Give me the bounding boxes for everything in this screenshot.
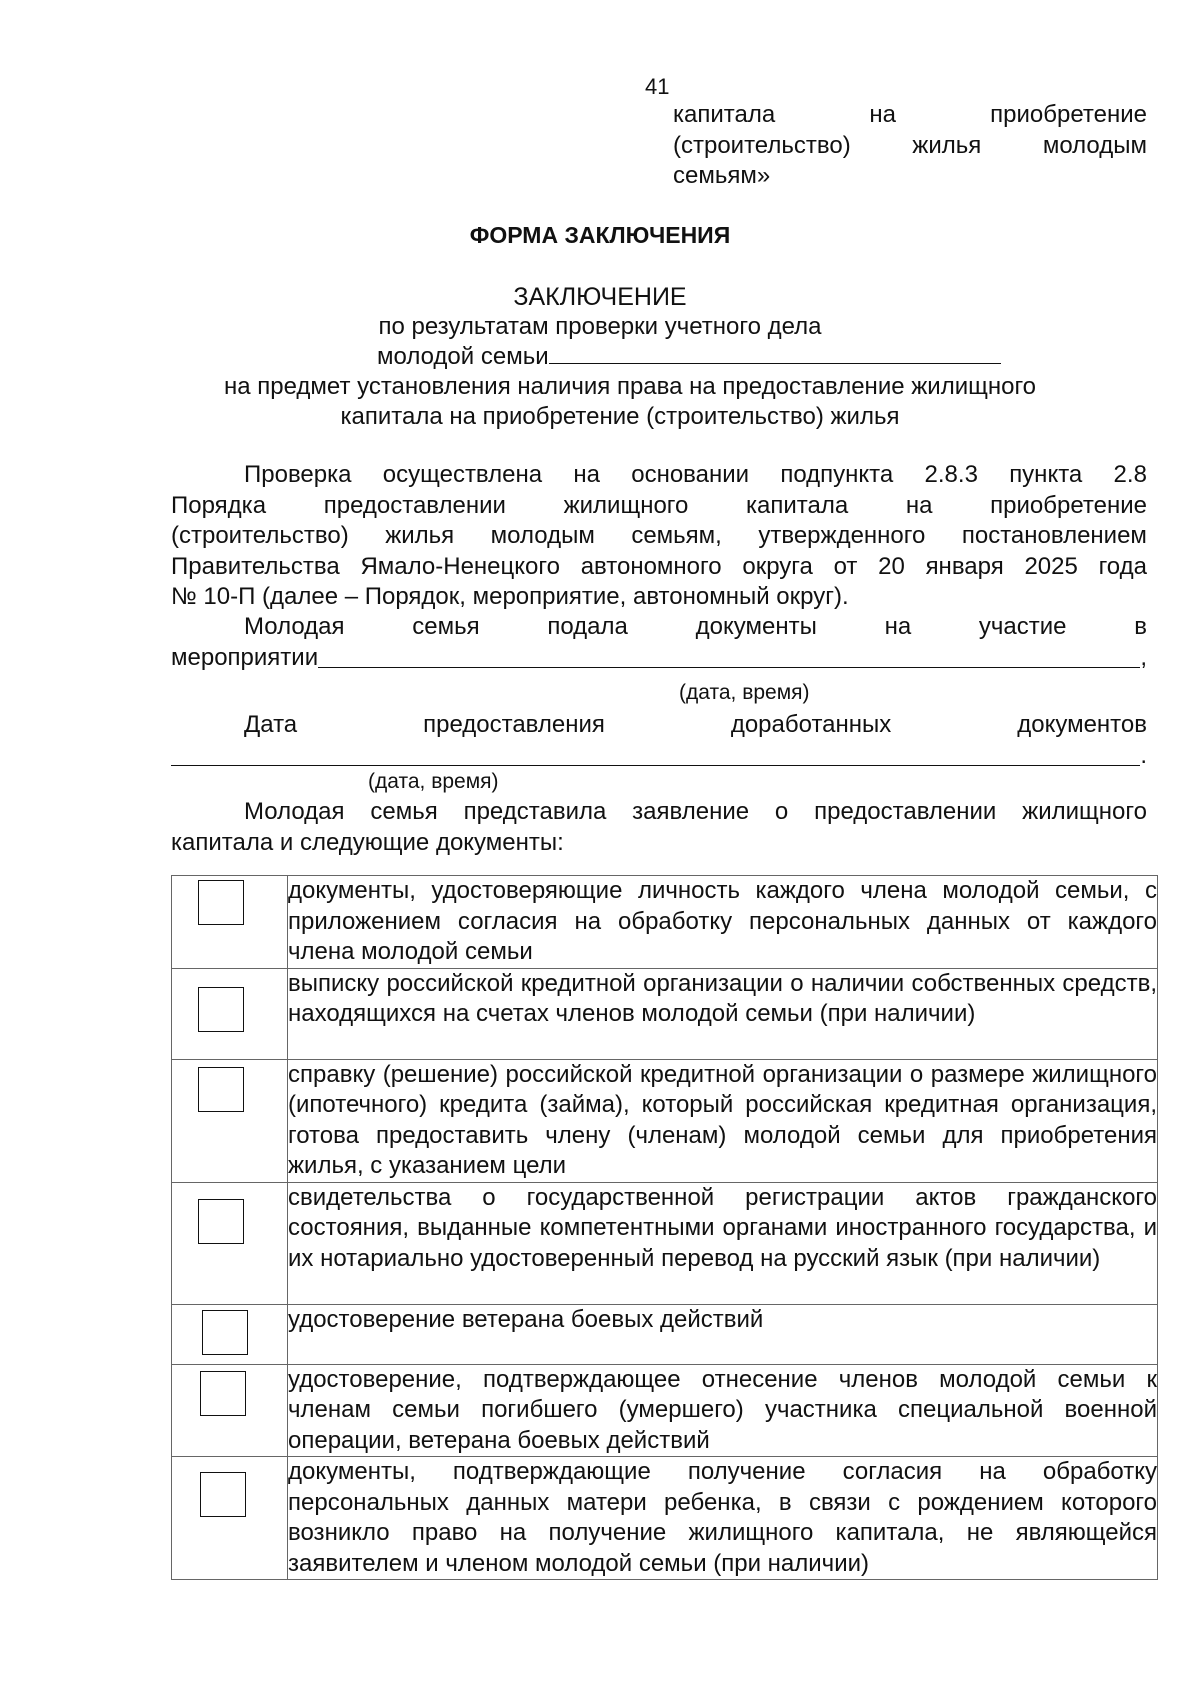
- family-label: молодой семьи: [377, 343, 549, 370]
- word: Порядка: [171, 491, 267, 519]
- submission-block: [171, 612, 1147, 673]
- word: предоставлении: [323, 491, 506, 519]
- word: 2.8.3: [924, 461, 978, 488]
- word: о: [774, 798, 789, 825]
- word: Молодая: [244, 613, 345, 640]
- word: (строительство): [171, 522, 349, 549]
- word: Молодая: [244, 798, 345, 825]
- document-checkbox[interactable]: [198, 987, 244, 1032]
- word: на: [884, 613, 912, 640]
- word: участие: [978, 613, 1067, 640]
- word: предоставлении: [814, 798, 997, 825]
- appendix-line-2: [673, 131, 1147, 162]
- page-number: 41: [645, 74, 670, 99]
- document-text: удостоверение ветерана боевых действий: [288, 1304, 1158, 1364]
- table-row: [172, 1457, 1158, 1580]
- checkbox-cell: [172, 1059, 288, 1182]
- word: автономного: [580, 552, 722, 580]
- revised-block: [171, 710, 1147, 771]
- statement-line-2: капитала и следующие документы:: [171, 828, 564, 856]
- word: семья: [412, 613, 480, 640]
- paragraph-basis: [171, 460, 1147, 613]
- word: в: [1134, 613, 1147, 640]
- word: капитала: [746, 491, 849, 519]
- word: утвержденного: [758, 522, 926, 549]
- document-checkbox[interactable]: [200, 1472, 246, 1517]
- document-checkbox[interactable]: [200, 1371, 246, 1416]
- para-line: [171, 552, 1147, 583]
- submission-line-2: [171, 643, 1147, 674]
- document-text: удостоверение, подтверждающее отнесение членов молодой семьи к членам семьи погибшего (умершего) участника специальной военной операции, ветерана боевых действий: [288, 1364, 1158, 1457]
- heading-line-2: [377, 343, 1001, 371]
- word: жилищного: [563, 491, 689, 519]
- word: подпункта: [780, 461, 894, 488]
- checkbox-cell: [172, 1304, 288, 1364]
- para-line: [171, 460, 1147, 491]
- checkbox-cell: [172, 1364, 288, 1457]
- word: документов: [1017, 711, 1147, 738]
- word: января: [925, 552, 1004, 580]
- word: постановлением: [961, 522, 1147, 549]
- documents-table: [171, 875, 1158, 1580]
- document-checkbox[interactable]: [198, 1067, 244, 1112]
- word: представила: [463, 798, 607, 825]
- revised-date-field[interactable]: [171, 741, 1140, 766]
- conclusion-title: ЗАКЛЮЧЕНИЕ: [513, 283, 687, 311]
- word: заявление: [632, 798, 750, 825]
- word: приобретение: [990, 491, 1147, 519]
- word: Дата: [244, 711, 298, 738]
- word: года: [1098, 552, 1147, 580]
- word: основании: [631, 461, 750, 488]
- appendix-line-3: семьям»: [673, 162, 771, 189]
- word: молодым: [490, 522, 595, 549]
- word: Ямало-Ненецкого: [360, 552, 560, 580]
- document-text: документы, удостоверяющие личность каждого члена молодой семьи, с приложением согласия на обработку персональных данных от каждого члена молодой семьи: [288, 876, 1158, 969]
- para-line: № 10-П (далее – Порядок, мероприятие, автономный округ).: [171, 583, 849, 610]
- word: молодым: [1042, 131, 1147, 159]
- checkbox-cell: [172, 1457, 288, 1580]
- table-row: [172, 1059, 1158, 1182]
- word: на: [905, 491, 933, 519]
- statement-line-1: [171, 797, 1147, 828]
- revised-date-caption: (дата, время): [368, 770, 499, 793]
- form-title: ФОРМА ЗАКЛЮЧЕНИЯ: [469, 222, 731, 248]
- word: приобретение: [990, 101, 1147, 128]
- checkbox-cell: [172, 1182, 288, 1304]
- document-text: свидетельства о государственной регистрации актов гражданского состояния, выданные компетентными органами иностранного государства, и их нотариально удостоверенный перевод на русский язык (при наличии): [288, 1182, 1158, 1304]
- word: доработанных: [730, 711, 892, 738]
- document-text: справку (решение) российской кредитной организации о размере жилищного (ипотечного) кредита (займа), который российская кредитная организация, готова предоставить члену (членам) молодой семьи для приобретения жилья, с указанием цели: [288, 1059, 1158, 1182]
- word: округа: [742, 552, 813, 580]
- word: жилья: [385, 522, 455, 549]
- revised-line-1: [171, 710, 1147, 741]
- word: семьям,: [631, 522, 722, 549]
- word: жилья: [912, 131, 982, 159]
- document-text: документы, подтверждающие получение согласия на обработку персональных данных матери ребенка, в связи с рождением которого возникло право на получение жилищного капитала, не являющейся заявителем и членом молодой семьи (при наличии): [288, 1457, 1158, 1580]
- document-text: выписку российской кредитной организации о наличии собственных средств, находящихся на счетах членов молодой семьи (при наличии): [288, 968, 1158, 1059]
- period: .: [1140, 741, 1147, 769]
- word: документы: [695, 613, 817, 640]
- event-label: мероприятии: [171, 643, 319, 671]
- submission-line-1: [171, 612, 1147, 643]
- word: Правительства: [171, 552, 340, 580]
- table-row: [172, 1182, 1158, 1304]
- word: жилищного: [1022, 798, 1147, 825]
- heading-line-4: капитала на приобретение (строительство) жилья: [340, 403, 900, 430]
- heading-line-1: по результатам проверки учетного дела: [378, 313, 822, 340]
- word: подала: [547, 613, 628, 640]
- word: Проверка: [244, 461, 352, 488]
- word: капитала: [673, 101, 776, 128]
- word: пункта: [1009, 461, 1083, 488]
- family-name-field[interactable]: [549, 343, 1001, 364]
- checkbox-cell: [172, 876, 288, 969]
- table-row: [172, 1364, 1158, 1457]
- word: осуществлена: [382, 461, 543, 488]
- appendix-reference: [673, 100, 1147, 192]
- para-line: [171, 491, 1147, 522]
- appendix-line-1: [673, 100, 1147, 131]
- word: на: [573, 461, 600, 488]
- document-checkbox[interactable]: [198, 1199, 244, 1244]
- submission-date-field[interactable]: [318, 643, 1140, 668]
- submission-date-caption: (дата, время): [679, 681, 810, 704]
- word: 2025: [1024, 552, 1078, 580]
- word: предоставления: [423, 711, 605, 738]
- checkbox-cell: [172, 968, 288, 1059]
- statement-block: [171, 797, 1147, 858]
- word: (строительство): [673, 131, 851, 159]
- para-line: [171, 521, 1147, 552]
- revised-line-2: [171, 741, 1147, 772]
- word: 2.8: [1113, 461, 1147, 488]
- word: 20: [878, 552, 905, 580]
- document-checkbox[interactable]: [202, 1310, 248, 1355]
- table-row: [172, 876, 1158, 969]
- table-row: [172, 968, 1158, 1059]
- table-row: [172, 1304, 1158, 1364]
- heading-line-3: на предмет установления наличия права на предоставление жилищного: [223, 373, 1037, 400]
- word: на: [869, 101, 896, 128]
- word: от: [833, 552, 858, 580]
- word: семья: [370, 798, 438, 825]
- document-checkbox[interactable]: [198, 880, 244, 925]
- comma: ,: [1140, 643, 1147, 671]
